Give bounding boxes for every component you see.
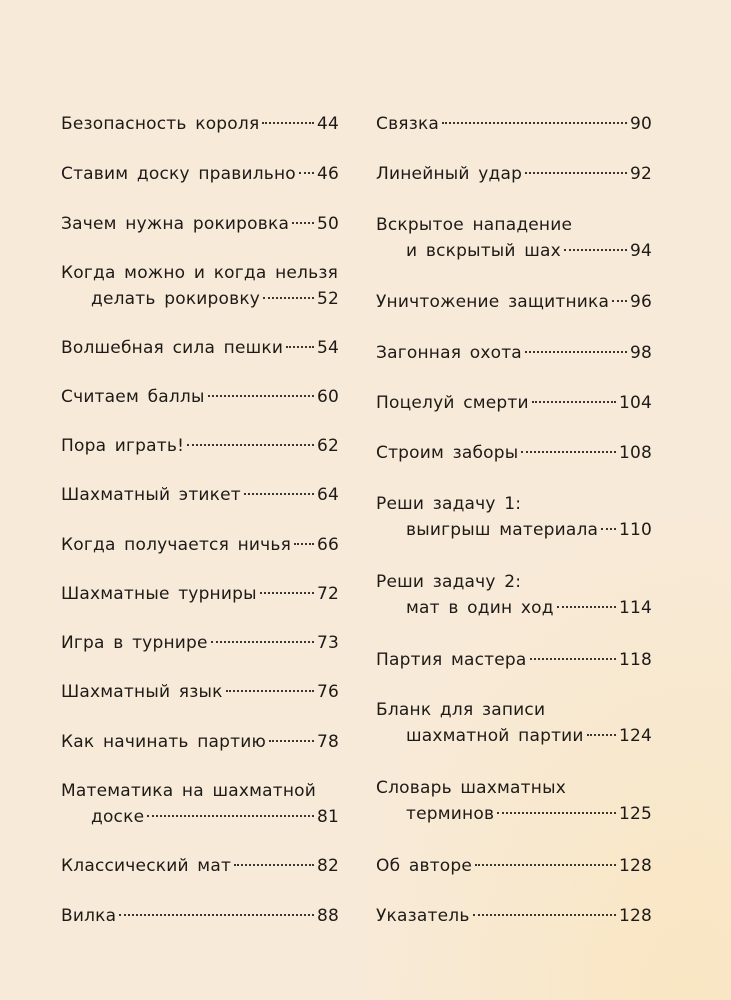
toc-entry-page: 108 <box>618 443 652 463</box>
toc-entry-page: 46 <box>316 164 339 184</box>
leader-dots <box>286 346 314 348</box>
toc-entry-title: Уничтожение защитника <box>376 292 610 312</box>
leader-dots <box>119 914 314 916</box>
leader-dots <box>497 812 616 814</box>
toc-entry-page: 90 <box>629 114 652 134</box>
toc-entry-title: Шахматные турниры <box>61 584 257 604</box>
toc-entry[interactable] <box>376 647 652 673</box>
toc-entry-page: 114 <box>618 598 652 618</box>
leader-dots <box>226 690 314 692</box>
toc-entry[interactable] <box>376 340 652 366</box>
toc-entry-title: Партия мастера <box>376 650 527 670</box>
toc-entry-page: 98 <box>629 343 652 363</box>
toc-entry-title: мат в один ход <box>406 598 554 618</box>
leader-dots <box>557 606 616 608</box>
toc-entry-title: Волшебная сила пешки <box>61 338 284 358</box>
leader-dots <box>521 451 616 453</box>
leader-dots <box>442 122 627 124</box>
toc-entry-title: Шахматный этикет <box>61 485 241 505</box>
toc-entry[interactable] <box>61 433 339 459</box>
toc-entry-title: Пора играть! <box>61 436 185 456</box>
toc-entry-title: Когда получается ничья <box>61 535 292 555</box>
toc-entry-page: 81 <box>316 807 339 827</box>
toc-entry-title: Поцелуй смерти <box>376 393 529 413</box>
toc-entry-page: 94 <box>629 241 652 261</box>
toc-entry[interactable] <box>376 212 652 264</box>
leader-dots <box>260 592 314 594</box>
toc-entry-page: 88 <box>316 906 339 926</box>
toc-entry-page: 72 <box>316 584 339 604</box>
toc-entry-title-line1: Бланк для записи <box>376 700 546 720</box>
toc-entry-title: и вскрытый шах <box>406 241 561 261</box>
toc-entry-title: Строим заборы <box>376 443 519 463</box>
leader-dots <box>612 300 627 302</box>
toc-entry[interactable] <box>61 630 339 656</box>
toc-entry-page: 52 <box>316 289 339 309</box>
toc-entry-title-line1: Словарь шахматных <box>376 778 566 798</box>
toc-entry-page: 62 <box>316 436 339 456</box>
toc-entry-page: 104 <box>618 393 652 413</box>
leader-dots <box>211 641 314 643</box>
toc-entry[interactable] <box>61 482 339 508</box>
leader-dots <box>292 222 314 224</box>
toc-entry-title-line1: Когда можно и когда нельзя <box>61 263 338 283</box>
toc-entry[interactable] <box>61 211 339 237</box>
toc-entry-title: Шахматный язык <box>61 682 223 702</box>
toc-entry-page: 110 <box>618 520 652 540</box>
toc-entry-title: Считаем баллы <box>61 387 205 407</box>
toc-entry-title: Линейный удар <box>376 164 523 184</box>
toc-entry-page: 50 <box>316 214 339 234</box>
leader-dots <box>234 864 314 866</box>
leader-dots <box>587 734 616 736</box>
toc-entry-title: Об авторе <box>376 856 473 876</box>
leader-dots <box>269 740 314 742</box>
toc-entry-title: выигрыш материала <box>406 520 599 540</box>
toc-entry[interactable] <box>61 111 339 137</box>
toc-entry-title: Связка <box>376 114 440 134</box>
toc-entry-title: шахматной партии <box>406 726 584 746</box>
toc-entry[interactable] <box>61 903 339 929</box>
leader-dots <box>187 444 314 446</box>
toc-entry-page: 60 <box>316 387 339 407</box>
toc-entry-page: 128 <box>618 906 652 926</box>
toc-entry-title: терминов <box>406 804 495 824</box>
toc-entry-title: доске <box>91 807 145 827</box>
toc-entry-page: 44 <box>316 114 339 134</box>
leader-dots <box>473 914 616 916</box>
toc-entry-title: Зачем нужна рокировка <box>61 214 290 234</box>
leader-dots <box>263 297 314 299</box>
leader-dots <box>601 528 616 530</box>
toc-entry[interactable] <box>61 581 339 607</box>
toc-entry-title: делать рокировку <box>91 289 261 309</box>
toc-entry-page: 124 <box>618 726 652 746</box>
toc-entry-title-line1: Вскрытое нападение <box>376 215 573 235</box>
toc-entry-title: Классический мат <box>61 856 232 876</box>
toc-entry-page: 66 <box>316 535 339 555</box>
toc-entry[interactable] <box>61 384 339 410</box>
toc-entry-title: Указатель <box>376 906 470 926</box>
toc-entry[interactable] <box>61 335 339 361</box>
leader-dots <box>532 401 616 403</box>
toc-entry-title: Как начинать партию <box>61 732 267 752</box>
toc-entry-page: 78 <box>316 732 339 752</box>
toc-entry[interactable] <box>376 491 652 543</box>
toc-entry[interactable] <box>376 390 652 416</box>
leader-dots <box>208 395 314 397</box>
toc-entry-title: Вилка <box>61 906 117 926</box>
toc-entry[interactable] <box>376 853 652 879</box>
toc-entry[interactable] <box>376 697 652 749</box>
toc-entry-title: Ставим доску правильно <box>61 164 296 184</box>
toc-entry[interactable] <box>376 161 652 187</box>
leader-dots <box>147 815 314 817</box>
toc-entry[interactable] <box>61 729 339 755</box>
leader-dots <box>564 249 627 251</box>
leader-dots <box>525 172 627 174</box>
toc-entry-page: 54 <box>316 338 339 358</box>
leader-dots <box>475 864 616 866</box>
toc-entry-page: 96 <box>629 292 652 312</box>
toc-entry-title: Загонная охота <box>376 343 522 363</box>
toc-entry[interactable] <box>61 260 339 312</box>
leader-dots <box>262 122 314 124</box>
leader-dots <box>244 493 314 495</box>
toc-entry[interactable] <box>376 289 652 315</box>
toc-entry[interactable] <box>61 161 339 187</box>
toc-entry-page: 128 <box>618 856 652 876</box>
toc-entry[interactable] <box>61 853 339 879</box>
toc-entry-title-line1: Математика на шахматной <box>61 781 317 801</box>
toc-entry-page: 76 <box>316 682 339 702</box>
toc-entry-page: 92 <box>629 164 652 184</box>
toc-entry-page: 125 <box>618 804 652 824</box>
toc-entry-title: Безопасность короля <box>61 114 260 134</box>
toc-entry-title: Игра в турнире <box>61 633 208 653</box>
toc-entry[interactable] <box>61 778 339 830</box>
toc-entry[interactable] <box>61 679 339 705</box>
toc-entry-title-line1: Реши задачу 1: <box>376 494 522 514</box>
leader-dots <box>530 658 616 660</box>
leader-dots <box>299 172 314 174</box>
toc-entry-page: 118 <box>618 650 652 670</box>
toc-entry[interactable] <box>376 775 652 827</box>
toc-entry[interactable] <box>376 903 652 929</box>
leader-dots <box>294 543 314 545</box>
toc-entry[interactable] <box>376 440 652 466</box>
toc-entry[interactable] <box>376 111 652 137</box>
toc-entry-page: 82 <box>316 856 339 876</box>
toc-entry-page: 64 <box>316 485 339 505</box>
toc-entry-title-line1: Реши задачу 2: <box>376 572 522 592</box>
toc-entry[interactable] <box>61 532 339 558</box>
toc-entry[interactable] <box>376 569 652 621</box>
leader-dots <box>525 351 627 353</box>
toc-entry-page: 73 <box>316 633 339 653</box>
